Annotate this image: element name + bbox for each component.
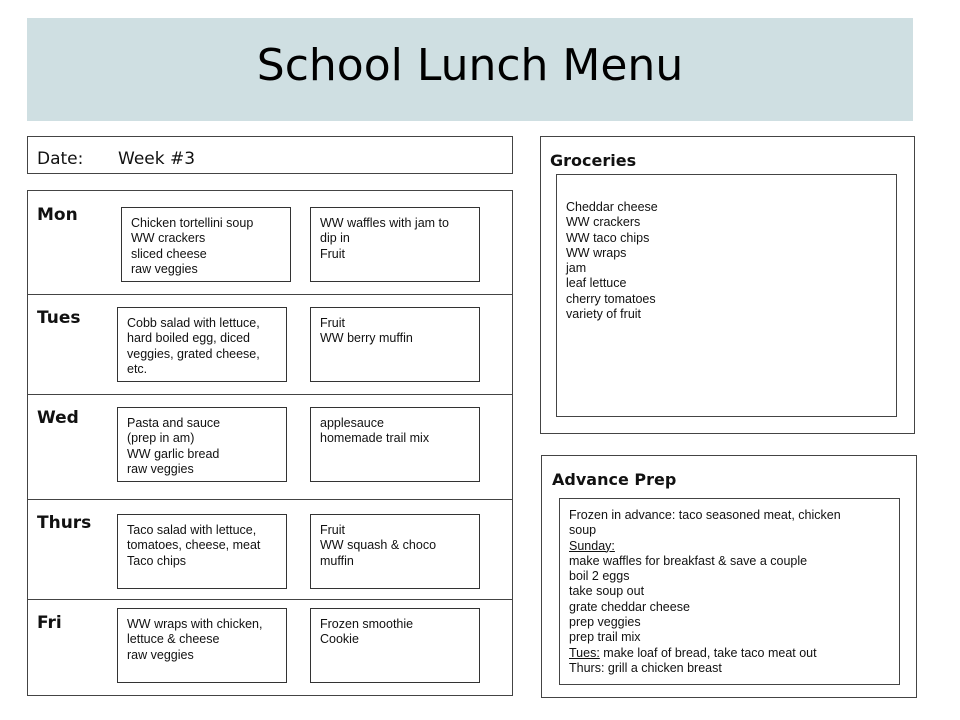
day-row-wed bbox=[28, 394, 512, 500]
lunch-box bbox=[117, 407, 287, 482]
snack-item: WW squash & choco bbox=[320, 538, 437, 553]
lunch-item: Pasta and sauce bbox=[127, 416, 221, 430]
grocery-item: WW wraps bbox=[566, 245, 627, 260]
lunch-box bbox=[121, 207, 291, 282]
advance-prep-list bbox=[559, 498, 900, 685]
day-name: Thurs bbox=[37, 513, 92, 533]
grocery-item: leaf lettuce bbox=[566, 276, 627, 291]
snack-box bbox=[310, 608, 480, 683]
lunch-item: raw veggies bbox=[127, 461, 194, 476]
title-banner bbox=[27, 18, 913, 121]
advance-prep-title: Advance Prep bbox=[552, 470, 677, 489]
lunch-item: sliced cheese bbox=[131, 246, 207, 261]
snack-item: Fruit bbox=[320, 246, 345, 261]
lunch-item: Chicken tortellini soup bbox=[131, 216, 254, 230]
lunch-item: tomatoes, cheese, meat bbox=[127, 538, 261, 553]
lunch-box bbox=[117, 307, 287, 382]
prep-item: grate cheddar cheese bbox=[569, 599, 690, 614]
snack-item: WW waffles with jam to bbox=[320, 216, 449, 230]
grocery-item: WW taco chips bbox=[566, 230, 650, 245]
grocery-item: jam bbox=[566, 261, 587, 276]
date-label: Date: bbox=[37, 149, 84, 169]
lunch-item: Taco chips bbox=[127, 553, 187, 568]
grocery-item: WW crackers bbox=[566, 215, 641, 230]
sunday-label: Sunday: bbox=[569, 538, 615, 553]
lunch-item: hard boiled egg, diced bbox=[127, 331, 251, 346]
day-row-fri bbox=[28, 599, 512, 695]
snack-item: applesauce bbox=[320, 416, 384, 430]
groceries-title: Groceries bbox=[550, 151, 637, 170]
lunch-box bbox=[117, 608, 287, 683]
lunch-item: raw veggies bbox=[127, 647, 194, 662]
snack-item: homemade trail mix bbox=[320, 431, 430, 446]
lunch-item: raw veggies bbox=[131, 261, 198, 276]
day-row-thurs bbox=[28, 499, 512, 600]
day-name: Mon bbox=[37, 205, 78, 225]
day-row-tues bbox=[28, 294, 512, 395]
lunch-item: Taco salad with lettuce, bbox=[127, 523, 257, 537]
snack-item: WW berry muffin bbox=[320, 331, 413, 346]
prep-item: make waffles for breakfast & save a couple bbox=[569, 553, 808, 568]
day-row-mon bbox=[28, 191, 512, 295]
tues-label: Tues: bbox=[569, 645, 600, 660]
snack-item: muffin bbox=[320, 553, 354, 568]
snack-box bbox=[310, 407, 480, 482]
grocery-item: Cheddar cheese bbox=[566, 200, 658, 214]
weekly-menu bbox=[27, 190, 513, 696]
grocery-item: cherry tomatoes bbox=[566, 291, 656, 306]
lunch-item: WW garlic bread bbox=[127, 446, 220, 461]
lunch-item: veggies, grated cheese, bbox=[127, 346, 260, 361]
prep-item: Frozen in advance: taco seasoned meat, chicken bbox=[569, 508, 841, 522]
day-name: Fri bbox=[37, 613, 62, 633]
lunch-item: lettuce & cheese bbox=[127, 632, 220, 647]
lunch-item: Cobb salad with lettuce, bbox=[127, 316, 260, 330]
snack-item: dip in bbox=[320, 231, 350, 246]
prep-item: prep veggies bbox=[569, 615, 641, 630]
prep-item: make loaf of bread, take taco meat out bbox=[599, 645, 817, 660]
snack-box bbox=[310, 514, 480, 589]
date-value: Week #3 bbox=[118, 149, 196, 169]
snack-box bbox=[310, 207, 480, 282]
prep-item: soup bbox=[569, 523, 597, 538]
snack-item: Fruit bbox=[320, 523, 345, 537]
prep-item: boil 2 eggs bbox=[569, 569, 630, 584]
lunch-item: (prep in am) bbox=[127, 431, 195, 446]
day-name: Tues bbox=[37, 308, 81, 328]
prep-item: prep trail mix bbox=[569, 630, 641, 645]
lunch-item: WW wraps with chicken, bbox=[127, 617, 263, 631]
snack-item: Cookie bbox=[320, 632, 359, 647]
lunch-item: WW crackers bbox=[131, 231, 206, 246]
day-name: Wed bbox=[37, 408, 79, 428]
snack-item: Fruit bbox=[320, 316, 345, 330]
snack-box bbox=[310, 307, 480, 382]
prep-item: Thurs: grill a chicken breast bbox=[569, 660, 722, 675]
grocery-item: variety of fruit bbox=[566, 307, 642, 322]
snack-item: Frozen smoothie bbox=[320, 617, 414, 631]
groceries-list bbox=[556, 174, 897, 417]
lunch-item: etc. bbox=[127, 361, 148, 376]
prep-item: take soup out bbox=[569, 584, 645, 599]
page-title: School Lunch Menu bbox=[256, 40, 684, 91]
lunch-box bbox=[117, 514, 287, 589]
date-box bbox=[27, 136, 513, 174]
